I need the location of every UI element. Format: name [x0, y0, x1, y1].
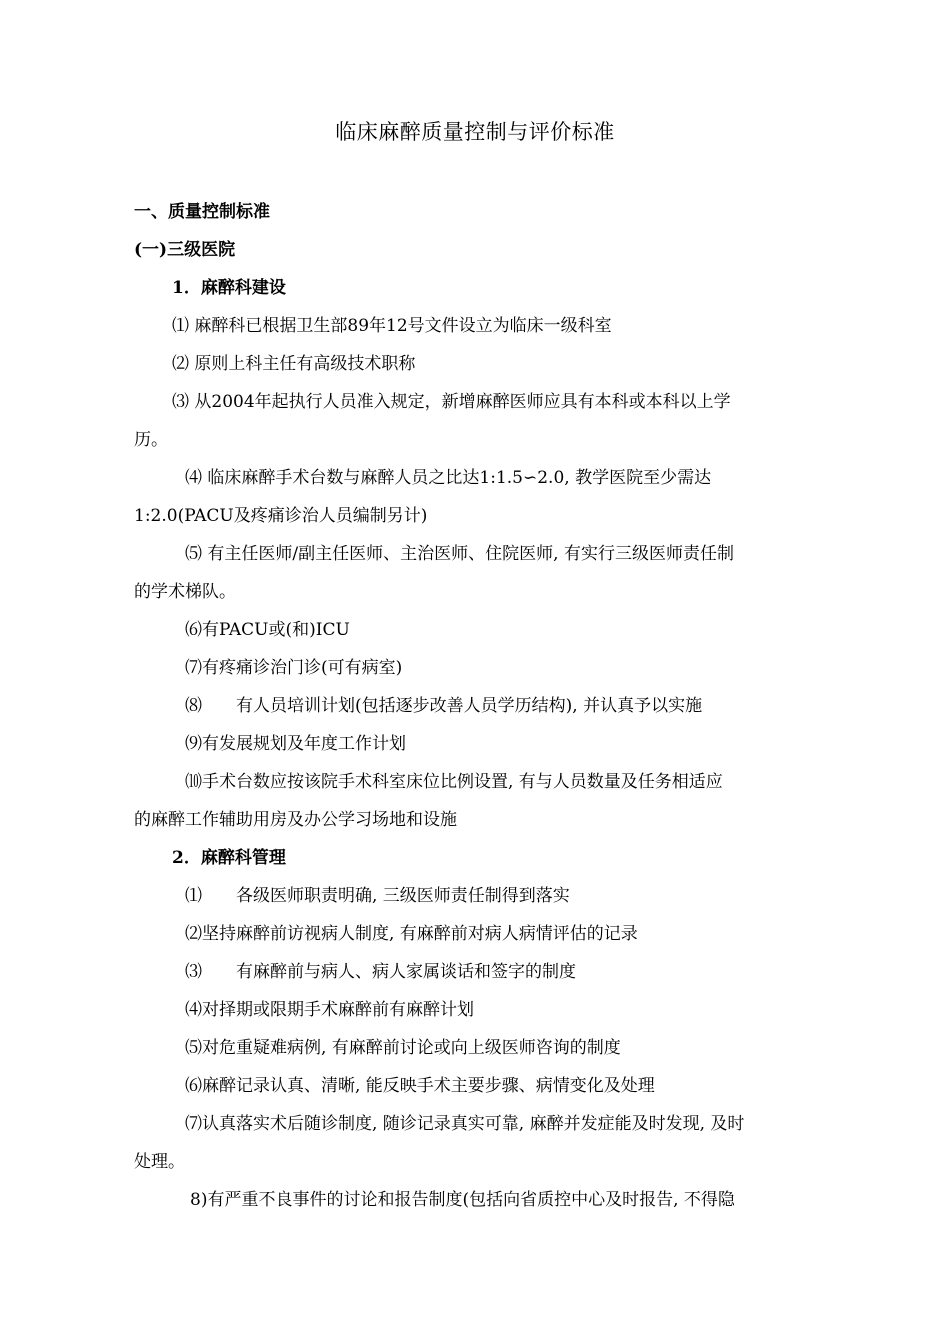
- item-text: 有人员培训计划(包括逐步改善人员学历结构), 并认真予以实施: [236, 696, 703, 716]
- paragraph-item-10: ⑽手术台数应按该院手术科室床位比例设置, 有与人员数量及任务相适应: [185, 772, 723, 792]
- item-number: ⑴: [185, 886, 202, 906]
- item-number: ⑶: [185, 962, 202, 982]
- management-item-6: ⑹麻醉记录认真、清晰, 能反映手术主要步骤、病情变化及处理: [185, 1076, 655, 1096]
- paragraph-item-4-cont: 1:2.0(PACU及疼痛诊治人员编制另计): [134, 506, 428, 526]
- document-title: 临床麻醉质量控制与评价标准: [335, 120, 615, 144]
- management-item-2: ⑵坚持麻醉前访视病人制度, 有麻醉前对病人病情评估的记录: [185, 924, 638, 944]
- management-item-1: [185, 883, 875, 909]
- paragraph-item-3-cont: 历。: [134, 430, 168, 450]
- subheading-department-management: 2．麻醉科管理: [172, 848, 286, 868]
- management-item-4: ⑷对择期或限期手术麻醉前有麻醉计划: [185, 1000, 474, 1020]
- paragraph-item-2: ⑵ 原则上科主任有高级技术职称: [172, 354, 416, 374]
- item-number: ⑻: [185, 696, 202, 716]
- paragraph-item-6: ⑹有PACU或(和)ICU: [185, 620, 350, 640]
- paragraph-item-10-cont: 的麻醉工作辅助用房及办公学习场地和设施: [134, 810, 457, 830]
- item-text: 有麻醉前与病人、病人家属谈话和签字的制度: [236, 962, 576, 982]
- management-item-7-cont: 处理。: [134, 1152, 185, 1172]
- management-item-5: ⑸对危重疑难病例, 有麻醉前讨论或向上级医师咨询的制度: [185, 1038, 621, 1058]
- paragraph-item-3: ⑶ 从2004年起执行人员准入规定，新增麻醉医师应具有本科或本科以上学: [172, 392, 731, 412]
- management-item-3: [185, 959, 875, 985]
- subsection-heading-tertiary-hospital: (一)三级医院: [134, 240, 236, 260]
- paragraph-item-4: ⑷ 临床麻醉手术台数与麻醉人员之比达1:1.5∽2.0, 教学医院至少需达: [185, 468, 712, 488]
- paragraph-item-9: ⑼有发展规划及年度工作计划: [185, 734, 406, 754]
- paragraph-item-8: [185, 693, 875, 719]
- paragraph-item-7: ⑺有疼痛诊治门诊(可有病室): [185, 658, 403, 678]
- item-text: 各级医师职责明确, 三级医师责任制得到落实: [236, 886, 570, 906]
- paragraph-item-5-cont: 的学术梯队。: [134, 582, 236, 602]
- management-item-8: 8)有严重不良事件的讨论和报告制度(包括向省质控中心及时报告, 不得隐: [190, 1190, 735, 1210]
- section-heading-quality-control: 一、质量控制标准: [134, 202, 270, 222]
- paragraph-item-5: ⑸ 有主任医师/副主任医师、主治医师、住院医师, 有实行三级医师责任制: [185, 544, 734, 564]
- subheading-department-construction: 1．麻醉科建设: [172, 278, 286, 298]
- paragraph-item-1: ⑴ 麻醉科已根据卫生部89年12号文件设立为临床一级科室: [172, 316, 612, 336]
- management-item-7: ⑺认真落实术后随诊制度, 随诊记录真实可靠, 麻醉并发症能及时发现, 及时: [185, 1114, 745, 1134]
